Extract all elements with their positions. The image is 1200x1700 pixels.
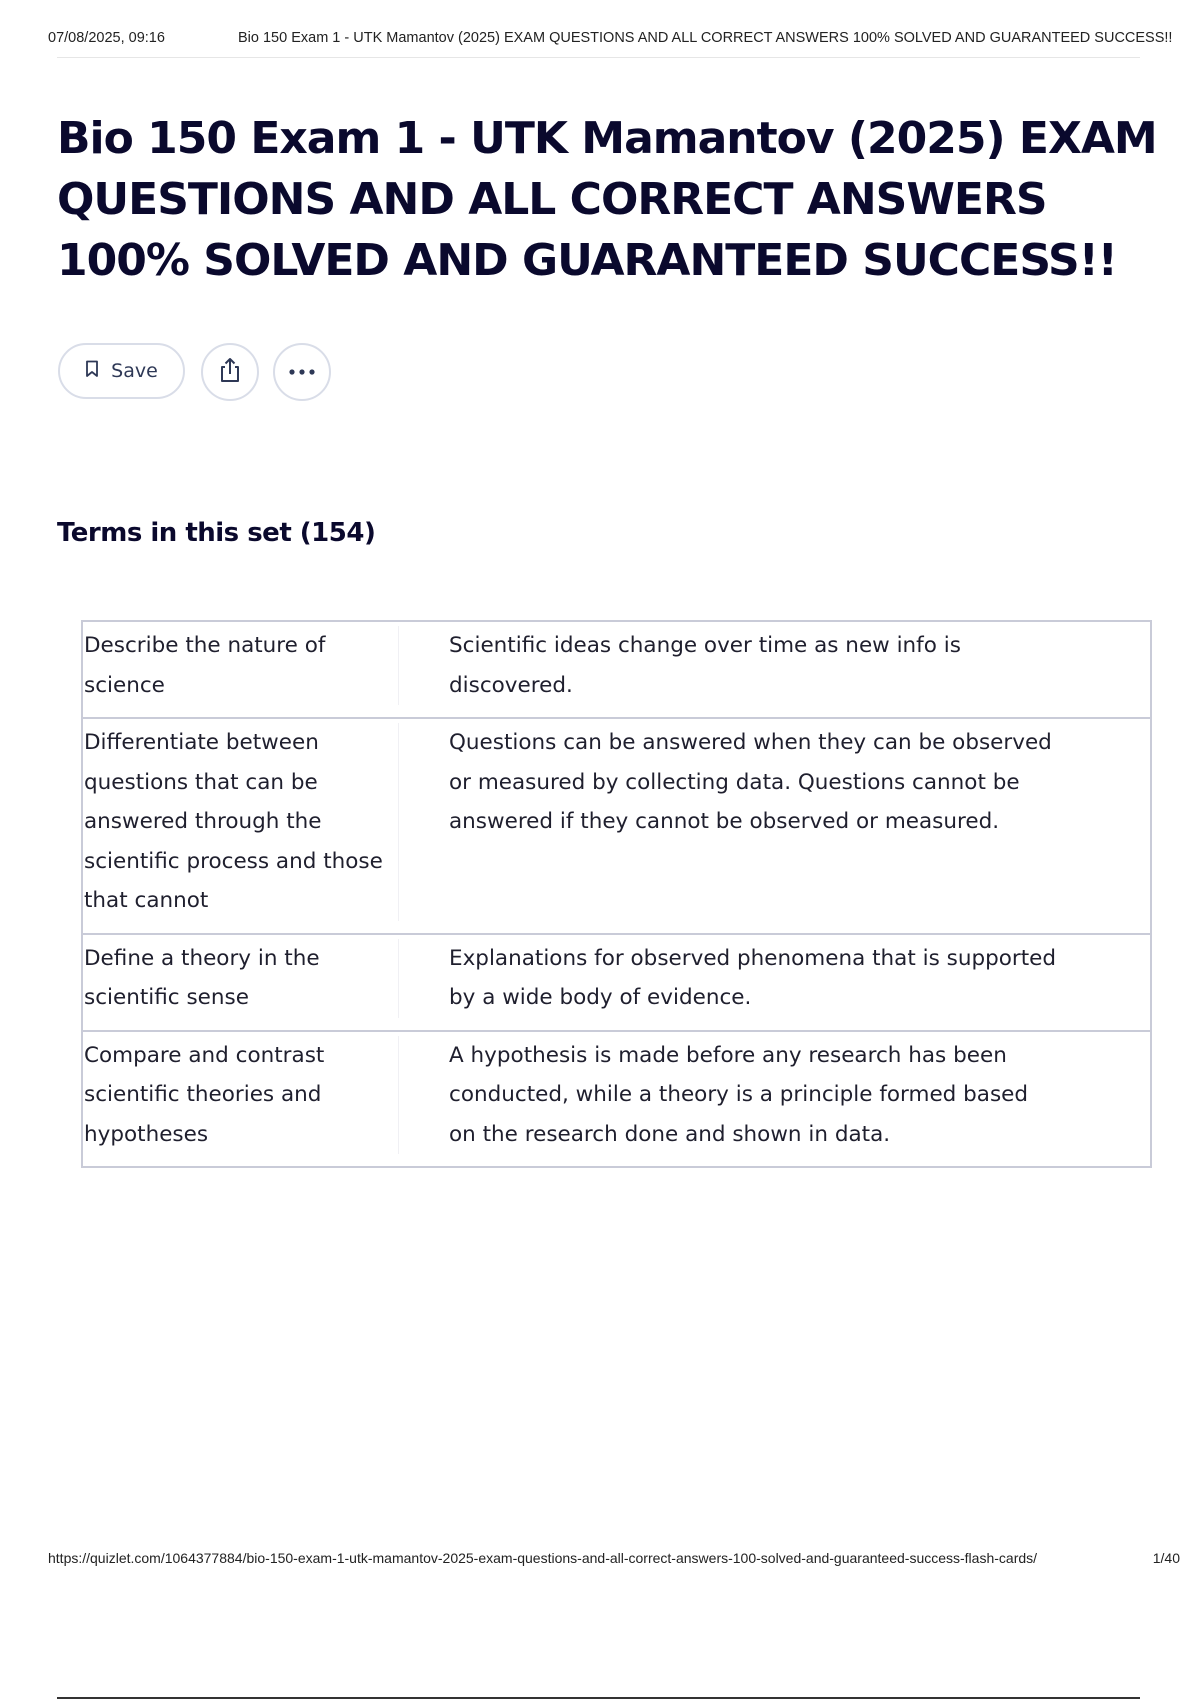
page-number: 1/40 — [1152, 1550, 1180, 1566]
definition-text: Questions can be answered when they can be observed or measured by collecting data. Questions cannot be answered if they cannot be observed or measured. — [449, 730, 1052, 834]
term-text: Define a theory in the scientific sense — [83, 939, 399, 1018]
definition-text: Explanations for observed phenomena that is supported by a wide body of evidence. — [449, 945, 1057, 1010]
save-button[interactable] — [58, 343, 185, 399]
term-text: Describe the nature of science — [83, 626, 399, 705]
bottom-divider — [57, 1697, 1140, 1699]
bookmark-icon — [85, 360, 99, 383]
term-text: Differentiate between questions that can be answered through the scientific process and those that cannot — [83, 723, 399, 921]
term-row — [83, 719, 1150, 935]
terms-table — [81, 620, 1152, 1168]
term-text: Compare and contrast scientific theories and hypotheses — [83, 1036, 399, 1155]
page-url: https://quizlet.com/1064377884/bio-150-exam-1-utk-mamantov-2025-exam-questions-and-all-correct-answers-100-solved-and-guaranteed-success-flash-cards/ — [48, 1550, 1038, 1566]
definition-text: Scientific ideas change over time as new info is discovered. — [449, 633, 961, 698]
terms-heading: Terms in this set (154) — [57, 518, 376, 548]
print-date: 07/08/2025, 09:16 — [48, 30, 165, 46]
share-button[interactable] — [201, 343, 259, 401]
term-row — [83, 1032, 1150, 1167]
header-divider — [57, 57, 1140, 58]
more-options-icon — [288, 363, 316, 381]
definition-text: A hypothesis is made before any research has been conducted, while a theory is a principle formed based on the research done and shown in data. — [449, 1042, 1029, 1147]
print-document-title: Bio 150 Exam 1 - UTK Mamantov (2025) EXAM QUESTIONS AND ALL CORRECT ANSWERS 100% SOLVED AND GUARANTEED SUCCESS!! — [238, 30, 1173, 46]
share-icon — [217, 356, 243, 389]
save-button-label: Save — [111, 360, 158, 382]
set-title: Bio 150 Exam 1 - UTK Mamantov (2025) EXAM QUESTIONS AND ALL CORRECT ANSWERS 100% SOLVED AND GUARANTEED SUCCESS!! — [57, 113, 1157, 286]
more-options-button[interactable] — [273, 343, 331, 401]
term-row — [83, 935, 1150, 1032]
term-row — [83, 622, 1150, 719]
